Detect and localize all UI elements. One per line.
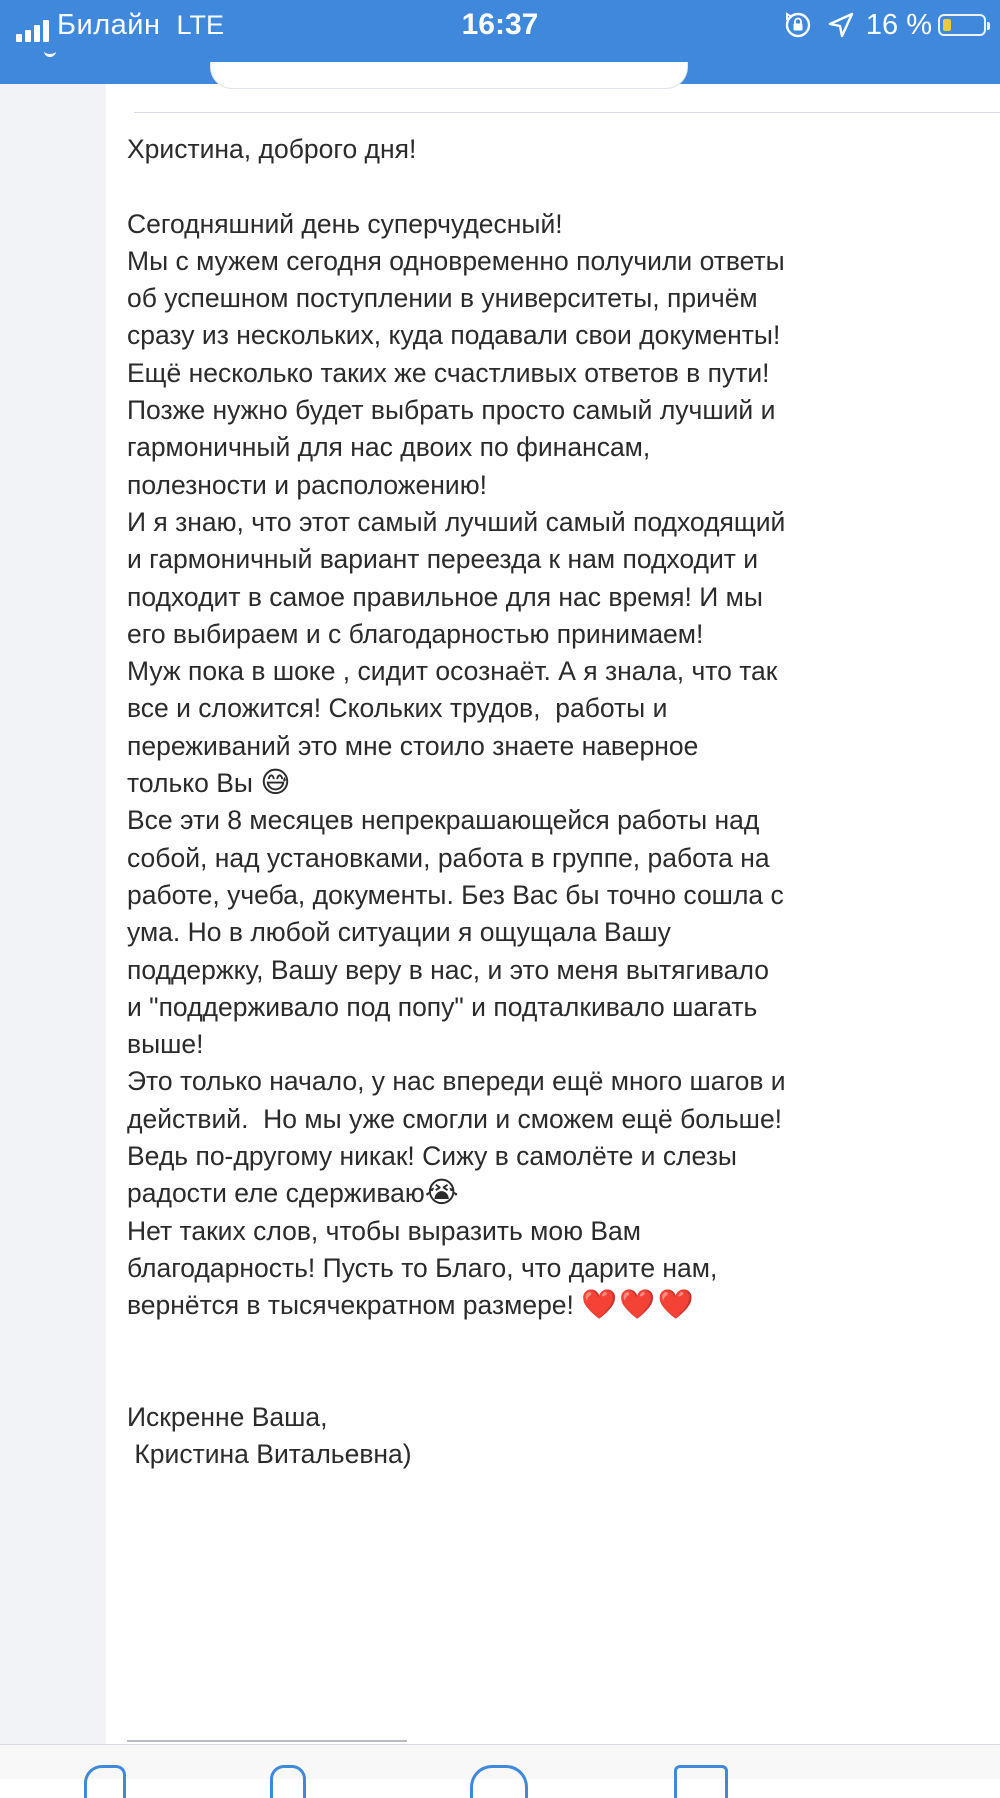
email-paragraph-text: Нет таких слов, чтобы выразить мою Вам благодарность! Пусть то Благо, что дарите нам, вернётся в тысячекратном размере! bbox=[127, 1215, 725, 1321]
email-sign-off: Искренне Ваша, bbox=[127, 1402, 328, 1433]
activity-indicator-icon bbox=[44, 48, 56, 57]
forward-icon[interactable] bbox=[270, 1765, 306, 1798]
battery-level-fill bbox=[943, 19, 951, 31]
orientation-lock-icon bbox=[784, 11, 812, 39]
header-chip bbox=[210, 62, 688, 89]
location-arrow-icon bbox=[826, 11, 856, 39]
email-paragraph-text: Это только начало, у нас впереди ещё много шагов и действий. Но мы уже смогли и сможем ещё больше! Ведь по-другому никак! Сижу в самолёте и слезы радости еле сдерживаю bbox=[127, 1066, 793, 1209]
bottom-toolbar bbox=[0, 1744, 1000, 1779]
email-paragraph: Мы с мужем сегодня одновременно получили ответы об успешном поступлении в университеты, причём сразу из нескольких, куда подавали свои документы! bbox=[127, 245, 793, 351]
carrier-name: Билайн bbox=[57, 9, 161, 41]
hearts-emoji-icon: ❤️❤️❤️ bbox=[581, 1289, 696, 1322]
email-paragraph-with-emoji bbox=[127, 1213, 787, 1325]
email-paragraph: Все эти 8 месяцев непрекрашающейся работы над собой, над установками, работа в группе, работа на работе, учеба, документы. Без Вас бы точно сошла с ума. Но в любой ситуации я ощущала Вашу поддержку, Вашу веру в нас, и это меня вытягивало и "поддерживало под попу" и подталкивало шагать выше! bbox=[127, 805, 792, 1060]
reply-icon[interactable] bbox=[84, 1765, 126, 1798]
email-body bbox=[127, 131, 793, 1474]
email-paragraph-with-emoji bbox=[127, 653, 787, 802]
left-gutter bbox=[0, 84, 106, 1744]
header-divider bbox=[134, 112, 1000, 113]
status-time: 16:37 bbox=[461, 8, 539, 41]
battery-percent: 16 % bbox=[865, 8, 932, 41]
email-paragraph: Ещё несколько таких же счастливых ответов в пути! Позже нужно будет выбрать просто самый лучший и гармоничный для нас двоих по финансам, полезности и расположению! bbox=[127, 357, 783, 500]
sweat-smile-emoji-icon: 😅 bbox=[260, 767, 291, 800]
battery-icon bbox=[938, 14, 986, 36]
email-paragraph: Сегодняшний день суперчудесный! bbox=[127, 208, 563, 239]
email-paragraph: И я знаю, что этот самый лучший самый подходящий и гармоничный вариант переезда к нам подходит и подходит в самое правильное для нас время! И мы его выбираем и с благодарностью принимаем! bbox=[127, 506, 793, 649]
compose-icon[interactable] bbox=[674, 1765, 728, 1798]
email-greeting: Христина, доброго дня! bbox=[127, 134, 417, 164]
email-paragraph-with-emoji bbox=[127, 1063, 793, 1212]
network-type: LTE bbox=[176, 10, 225, 40]
next-message-preview bbox=[127, 1732, 427, 1742]
email-paragraph-text: Муж пока в шоке , сидит осознаёт. А я знала, что так все и сложится! Скольких трудов, работы и переживаний это мне стоило знаете наверное только Вы bbox=[127, 656, 785, 799]
crying-emoji-icon: 😭 bbox=[424, 1177, 459, 1210]
archive-icon[interactable] bbox=[470, 1765, 528, 1798]
email-signature: Кристина Витальевна) bbox=[127, 1439, 412, 1470]
status-right-group bbox=[784, 8, 986, 42]
